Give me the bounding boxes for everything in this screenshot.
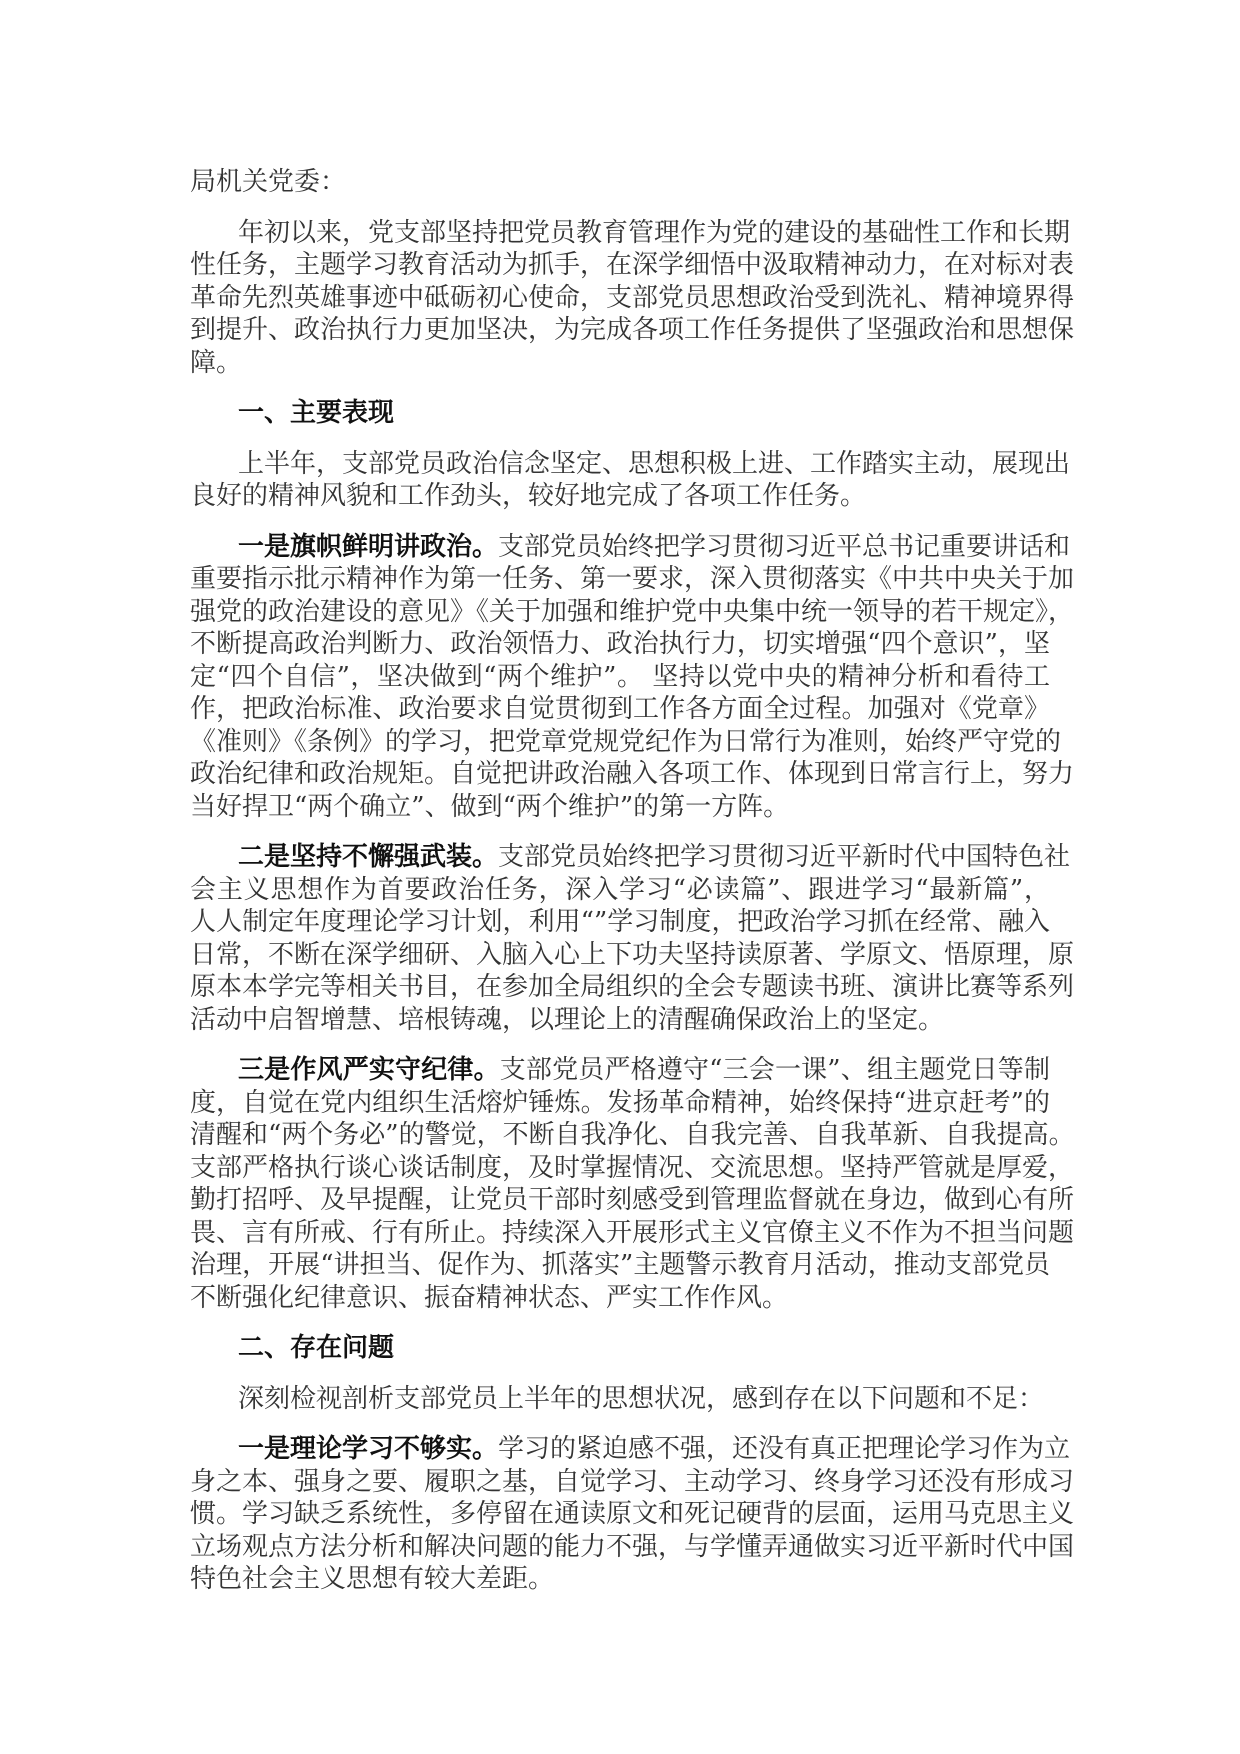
text-line bbox=[190, 1054, 1050, 1087]
line-text: 政治纪律和政治规矩。自觉把讲政治融入各项工作、体现到日常言行上，努力 bbox=[190, 759, 1075, 789]
text-line bbox=[190, 841, 1071, 874]
line-text: 人人制定年度理论学习计划，利用“”学习制度，把政治学习抓在经常、融入 bbox=[190, 907, 1050, 937]
line-text: 不断强化纪律意识、振奋精神状态、严实工作作风。 bbox=[190, 1282, 789, 1313]
line-text: 强党的政治建设的意见》《关于加强和维护党中央集中统一领导的若干规定》， bbox=[190, 596, 1075, 627]
line-text: 会主义思想作为首要政治任务，深入学习“必读篇”、跟进学习“最新篇”， bbox=[190, 874, 1050, 905]
line-text: 支部党员严格遵守“三会一课”、组主题党日等制 bbox=[499, 1055, 1050, 1085]
text-line bbox=[190, 906, 1050, 939]
text-line bbox=[190, 1531, 1075, 1564]
line-text: 支部党员始终把学习贯彻习近平新时代中国特色社 bbox=[498, 842, 1071, 872]
text-line bbox=[190, 791, 1050, 824]
text-line bbox=[190, 1498, 1075, 1531]
text-line bbox=[190, 1383, 1050, 1416]
text-line bbox=[190, 1004, 1050, 1037]
line-text: 清醒和“两个务必”的警觉，不断自我净化、自我完善、自我革新、自我提高。 bbox=[190, 1120, 1075, 1150]
section-heading bbox=[190, 1332, 1050, 1365]
line-text: 定“四个自信”，坚决做到“两个维护”。 坚持以党中央的精神分析和看待工 bbox=[190, 661, 1050, 692]
line-text: 特色社会主义思想有较大差距。 bbox=[190, 1564, 555, 1594]
line-text: 活动中启智增慧、培根铸魂，以理论上的清醒确保政治上的坚定。 bbox=[190, 1004, 945, 1035]
text-line bbox=[190, 1217, 1075, 1250]
text-line bbox=[190, 448, 1071, 481]
text-line bbox=[190, 1184, 1075, 1217]
line-text: 学习的紧迫感不强，还没有真正把理论学习作为立 bbox=[498, 1434, 1071, 1464]
paragraph bbox=[190, 841, 1075, 1036]
line-text: 年初以来，党支部坚持把党员教育管理作为党的建设的基础性工作和长期 bbox=[238, 217, 1071, 248]
text-line bbox=[190, 1282, 1050, 1315]
text-line bbox=[190, 1332, 1050, 1365]
line-text: 一、主要表现 bbox=[238, 398, 395, 428]
line-text: 身之本、强身之要、履职之基，自觉学习、主动学习、终身学习还没有形成习 bbox=[190, 1466, 1075, 1497]
document-body bbox=[190, 166, 1075, 1614]
text-line bbox=[190, 596, 1075, 629]
section-heading bbox=[190, 397, 1050, 430]
line-text: 支部党员始终把学习贯彻习近平总书记重要讲话和 bbox=[498, 531, 1071, 562]
text-line bbox=[190, 314, 1075, 347]
text-line bbox=[190, 397, 1050, 430]
bold-lead: 一是旗帜鲜明讲政治。 bbox=[238, 531, 499, 562]
text-line bbox=[190, 563, 1075, 596]
line-text: 当好捍卫“两个确立”、做到“两个维护”的第一方阵。 bbox=[190, 791, 790, 822]
text-line bbox=[190, 347, 1050, 380]
line-text: 治理，开展“讲担当、促作为、抓落实”主题警示教育月活动，推动支部党员 bbox=[190, 1250, 1050, 1280]
line-text: 度，自觉在党内组织生活熔炉锤炼。发扬革命精神，始终保持“进京赶考”的 bbox=[190, 1087, 1050, 1118]
line-text: 原本本学完等相关书目，在参加全局组织的全会专题读书班、演讲比赛等系列 bbox=[190, 972, 1075, 1002]
line-text: 良好的精神风貌和工作劲头，较好地完成了各项工作任务。 bbox=[190, 481, 867, 511]
text-line bbox=[190, 939, 1075, 972]
text-line bbox=[190, 1563, 1050, 1596]
line-text: 畏、言有所戒、行有所止。持续深入开展形式主义官僚主义不作为不担当问题 bbox=[190, 1217, 1075, 1248]
paragraph bbox=[190, 448, 1071, 513]
text-line bbox=[190, 1119, 1075, 1152]
line-text: 深刻检视剖析支部党员上半年的思想状况，感到存在以下问题和不足： bbox=[238, 1383, 1045, 1414]
paragraph bbox=[190, 1433, 1075, 1596]
paragraph bbox=[190, 1054, 1075, 1314]
line-text: 日常，不断在深学细研、入脑入心上下功夫坚持读原著、学原文、悟原理，原 bbox=[190, 939, 1075, 970]
line-text: 作，把政治标准、政治要求自觉贯彻到工作各方面全过程。加强对《党章》 bbox=[190, 694, 1050, 724]
bold-lead: 三是作风严实守纪律。 bbox=[238, 1055, 500, 1085]
line-text: 局机关党委： bbox=[190, 167, 347, 197]
text-line bbox=[190, 166, 1050, 199]
line-text: 到提升、政治执行力更加坚决，为完成各项工作任务提供了坚强政治和思想保 bbox=[190, 315, 1075, 345]
text-line bbox=[190, 661, 1050, 694]
line-text: 二、存在问题 bbox=[238, 1333, 395, 1363]
text-line bbox=[190, 1249, 1050, 1282]
paragraph bbox=[190, 531, 1075, 824]
text-line bbox=[190, 1433, 1071, 1466]
text-line bbox=[190, 531, 1071, 564]
text-line bbox=[190, 1466, 1075, 1499]
text-line bbox=[190, 480, 1050, 513]
line-text: 不断提高政治判断力、政治领悟力、政治执行力，切实增强“四个意识”，坚 bbox=[190, 629, 1050, 659]
paragraph bbox=[190, 217, 1075, 380]
paragraph bbox=[190, 1383, 1050, 1416]
line-text: 支部严格执行谈心谈话制度，及时掌握情况、交流思想。坚持严管就是厚爱， bbox=[190, 1152, 1075, 1183]
text-line bbox=[190, 628, 1050, 661]
text-line bbox=[190, 217, 1071, 250]
bold-lead: 一是理论学习不够实。 bbox=[238, 1434, 499, 1464]
text-line bbox=[190, 693, 1050, 726]
text-line bbox=[190, 971, 1075, 1004]
salutation bbox=[190, 166, 1050, 199]
line-text: 革命先烈英雄事迹中砥砺初心使命，支部党员思想政治受到洗礼、精神境界得 bbox=[190, 282, 1075, 313]
text-line bbox=[190, 249, 1075, 282]
line-text: 《准则》《条例》的学习，把党章党规党纪作为日常行为准则，始终严守党的 bbox=[190, 726, 1062, 757]
text-line bbox=[190, 874, 1050, 907]
line-text: 上半年，支部党员政治信念坚定、思想积极上进、工作踏实主动，展现出 bbox=[238, 448, 1071, 479]
line-text: 障。 bbox=[190, 347, 243, 378]
text-line bbox=[190, 282, 1075, 315]
text-line bbox=[190, 758, 1075, 791]
text-line bbox=[190, 1152, 1075, 1185]
line-text: 性任务，主题学习教育活动为抓手，在深学细悟中汲取精神动力，在对标对表 bbox=[190, 250, 1075, 280]
line-text: 勤打招呼、及早提醒，让党员干部时刻感受到管理监督就在身边，做到心有所 bbox=[190, 1185, 1075, 1215]
line-text: 重要指示批示精神作为第一任务、第一要求，深入贯彻落实《中共中央关于加 bbox=[190, 564, 1075, 594]
text-line bbox=[190, 726, 1062, 759]
text-line bbox=[190, 1087, 1050, 1120]
bold-lead: 二是坚持不懈强武装。 bbox=[238, 842, 499, 872]
line-text: 立场观点方法分析和解决问题的能力不强，与学懂弄通做实习近平新时代中国 bbox=[190, 1531, 1075, 1562]
line-text: 惯。学习缺乏系统性，多停留在通读原文和死记硬背的层面，运用马克思主义 bbox=[190, 1499, 1075, 1529]
